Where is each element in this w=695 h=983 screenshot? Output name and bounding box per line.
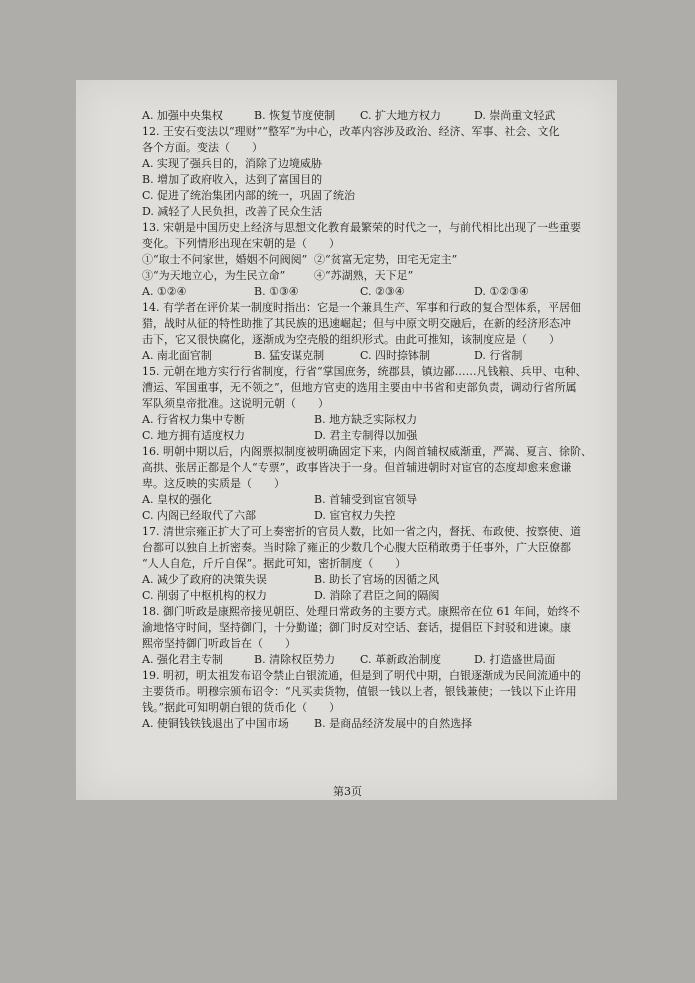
option-row <box>142 716 542 732</box>
answer-option: C. 削弱了中枢机构的权力 <box>142 589 268 602</box>
answer-option: B. 是商品经济发展中的自然选择 <box>314 717 473 730</box>
question-line: 各个方面。变法（ ） <box>142 141 263 154</box>
answer-option: B. 首辅受到宦官领导 <box>314 493 418 506</box>
question-line: 变化。下列情形出现在宋朝的是（ ） <box>142 237 340 250</box>
question-line: 19. 明初，明太祖发布诏令禁止白银流通，但是到了明代中期，白银逐渐成为民间流通中的 <box>142 669 581 682</box>
answer-option: A. 皇权的强化 <box>142 493 212 506</box>
option-row <box>142 572 542 588</box>
answer-option: A. 加强中央集权 <box>142 109 223 122</box>
question-line: 16. 明朝中期以后，内阁票拟制度被明确固定下来，内阁首辅权威渐重，严嵩、夏言、徐阶、 <box>142 445 592 458</box>
question-line: 13. 宋朝是中国历史上经济与思想文化教育最繁荣的时代之一，与前代相比出现了一些重要 <box>142 221 581 234</box>
question-line: 卑。这反映的实质是（ ） <box>142 477 285 490</box>
option-row <box>142 412 542 428</box>
option-row <box>142 508 542 524</box>
answer-option: D. ①②③④ <box>474 285 529 298</box>
question-line: 18. 御门听政是康熙帝接见朝臣、处理日常政务的主要方式。康熙帝在位 61 年间，始终不 <box>142 605 580 618</box>
option-row <box>142 268 542 284</box>
question-line: 12. 王安石变法以“理财”“整军”为中心，改革内容涉及政治、经济、军事、社会、文化 <box>142 125 560 138</box>
answer-option: C. 扩大地方权力 <box>360 109 442 122</box>
answer-option: A. 强化君主专制 <box>142 653 223 666</box>
answer-option: C. 内阁已经取代了六部 <box>142 509 257 522</box>
question-line: 17. 清世宗雍正扩大了可上奏密折的官员人数，比如一省之内，督抚、布政使、按察使、道 <box>142 525 581 538</box>
answer-option: B. 地方缺乏实际权力 <box>314 413 418 426</box>
answer-option: D. 消除了君臣之间的隔阂 <box>314 589 440 602</box>
question-line: A. 实现了强兵目的，消除了边境威胁 <box>142 157 322 170</box>
question-line: 14. 有学者在评价某一制度时指出：它是一个兼具生产、军事和行政的复合型体系，平居佃 <box>142 301 581 314</box>
answer-option: B. 助长了官场的因循之风 <box>314 573 440 586</box>
question-line: 渝地恪守时间，坚持御门，十分勤谨；御门时反对空话、套话，提倡臣下封驳和进谏。康 <box>142 621 571 634</box>
answer-option: C. 地方拥有适度权力 <box>142 429 246 442</box>
answer-option: B. ①③④ <box>254 285 299 298</box>
answer-option: B. 清除权臣势力 <box>254 653 336 666</box>
question-line: 击下，它又很快腐化，逐渐成为空壳般的组织形式。由此可推知，该制度应是（ ） <box>142 333 560 346</box>
answer-option: A. 行省权力集中专断 <box>142 413 245 426</box>
exam-content <box>142 108 592 732</box>
answer-option: A. ①②④ <box>142 285 187 298</box>
answer-option: D. 宦官权力失控 <box>314 509 396 522</box>
question-line: C. 促进了统治集团内部的统一，巩固了统治 <box>142 189 356 202</box>
answer-option: ①“取士不问家世，婚姻不问阀阅” <box>142 253 308 266</box>
option-row <box>142 492 542 508</box>
answer-option: B. 恢复节度使制 <box>254 109 336 122</box>
option-row <box>142 428 542 444</box>
question-line: 高拱、张居正都是个人“专票”，政事皆决于一身。但首辅进朝时对宦官的态度却愈来愈谦 <box>142 461 572 474</box>
answer-option: D. 打造盛世局面 <box>474 653 556 666</box>
answer-option: A. 南北面官制 <box>142 349 212 362</box>
answer-option: C. 革新政治制度 <box>360 653 442 666</box>
option-row <box>142 284 542 300</box>
answer-option: C. ②③④ <box>360 285 405 298</box>
answer-option: D. 崇尚重文轻武 <box>474 109 556 122</box>
question-line: 钱。”据此可知明朝白银的货币化（ ） <box>142 701 341 714</box>
answer-option: C. 四时捺钵制 <box>360 349 431 362</box>
answer-option: D. 行省制 <box>474 349 523 362</box>
question-line: B. 增加了政府收入，达到了富国目的 <box>142 173 323 186</box>
answer-option: ④“苏湖熟，天下足” <box>314 269 414 282</box>
question-line: 台都可以独自上折密奏。当时除了雍正的少数几个心腹大臣稍敢勇于任事外，广大臣僚都 <box>142 541 571 554</box>
question-line: 15. 元朝在地方实行行省制度，行省“掌国庶务，统郡县，镇边鄙……凡钱粮、兵甲、屯种、 <box>142 365 587 378</box>
option-row <box>142 652 556 668</box>
question-line: 主要货币。明穆宗颁布诏令：“凡买卖货物，值银一钱以上者，银钱兼使；一钱以下止许用 <box>142 685 577 698</box>
page-number: 第3页 <box>333 785 362 798</box>
option-row <box>142 348 542 364</box>
answer-option: ②“贫富无定势，田宅无定主” <box>314 253 458 266</box>
question-line: 漕运、军国重事，无不领之”，但地方官吏的选用主要由中书省和吏部负责，调动行省所属 <box>142 381 577 394</box>
question-line: 熙帝坚持御门听政旨在（ ） <box>142 637 296 650</box>
question-line: “人人自危，斤斤自保”。据此可知，密折制度（ ） <box>142 557 407 570</box>
option-row <box>142 252 542 268</box>
option-row <box>142 588 542 604</box>
answer-option: D. 君主专制得以加强 <box>314 429 418 442</box>
answer-option: A. 减少了政府的决策失误 <box>142 573 267 586</box>
question-line: D. 减轻了人民负担，改善了民众生活 <box>142 205 323 218</box>
question-line: 猎，战时从征的特性助推了其民族的迅速崛起；但与中原文明交融后，在新的经济形态冲 <box>142 317 571 330</box>
answer-option: ③“为天地立心，为生民立命” <box>142 269 286 282</box>
question-line: 军队须皇帝批准。这说明元朝（ ） <box>142 397 329 410</box>
option-row <box>142 108 556 124</box>
answer-option: B. 猛安谋克制 <box>254 349 325 362</box>
answer-option: A. 使铜钱铁钱退出了中国市场 <box>142 717 289 730</box>
